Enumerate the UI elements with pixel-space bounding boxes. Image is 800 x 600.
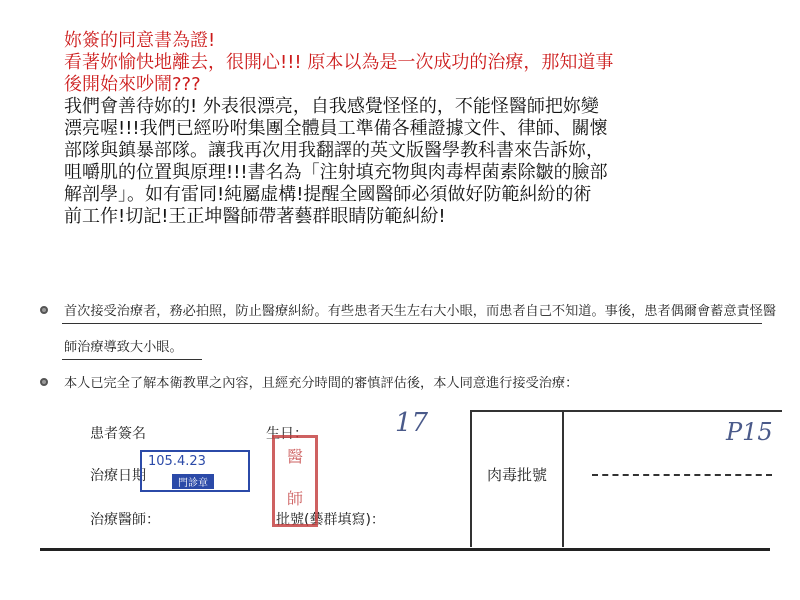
intro-red-line: 後開始來吵鬧??? [64,74,201,95]
intro-black-line: 解剖學」。如有雷同!純屬虛構!提醒全國醫師必須做好防範糾紛的術 [64,184,592,205]
intro-black-line: 前工作!切記!王正坤醫師帶著藝群眼睛防範糾紛! [64,206,446,227]
doctor-seal [272,435,318,527]
intro-black-text [64,96,754,228]
seal-char: 醫 [287,447,304,466]
consent-form-scan [40,290,777,560]
intro-red-text [64,30,764,96]
notice-first-treatment: 首次接受治療者，務必拍照，防止醫療糾紛。有些患者天生左右大小眼，而患者自己不知道。事後，患者偶爾會蓄意責怪醫 [64,304,777,319]
intro-black-line: 我們會善待妳的! 外表很漂亮，自我感覺怪怪的，不能怪醫師把妳變 [64,96,599,117]
batch-note-label: 批號(藝群填寫)： [276,512,385,528]
seal-char: 師 [287,489,304,508]
underline [62,359,202,360]
stamp-dept: 門診章 [172,474,214,489]
bullet-icon [40,378,48,386]
clinic-date-stamp [140,450,250,492]
notice-first-treatment-cont: 師治療導致大小眼。 [64,340,183,355]
intro-black-line: 漂亮喔!!!我們已經吩咐集團全體員工準備各種證據文件、律師、關懷 [64,118,608,139]
batch-dash-line [592,474,772,476]
intro-red-line: 妳簽的同意書為證! [64,30,216,51]
stamp-date: 105.4.23 [148,454,206,469]
form-bottom-rule [40,548,770,551]
batch-number-box [470,410,782,547]
handwritten-birthday: 17 [395,408,429,438]
doctor-label: 治療醫師： [90,512,160,528]
patient-signature-label: 患者簽名 [90,426,146,442]
underline [62,323,762,324]
intro-black-line: 咀嚼肌的位置與原理!!!書名為「注射填充物與肉毒桿菌素除皺的臉部 [64,162,608,183]
batch-label: 肉毒批號 [486,466,547,484]
intro-black-line: 部隊與鎮暴部隊。讓我再次用我翻譯的英文版醫學教科書來告訴妳， [64,140,604,161]
table-divider [562,412,564,547]
bullet-icon [40,306,48,314]
notice-consent: 本人已完全了解本衛教單之內容，且經充分時間的審慎評估後，本人同意進行接受治療： [64,376,579,391]
handwritten-batch: P15 [726,418,773,446]
intro-red-line: 看著妳愉快地離去，很開心!!! 原本以為是一次成功的治療，那知道事 [64,52,614,73]
birthday-label: 生日： [266,426,308,442]
treatment-date-label: 治療日期 [90,468,146,484]
